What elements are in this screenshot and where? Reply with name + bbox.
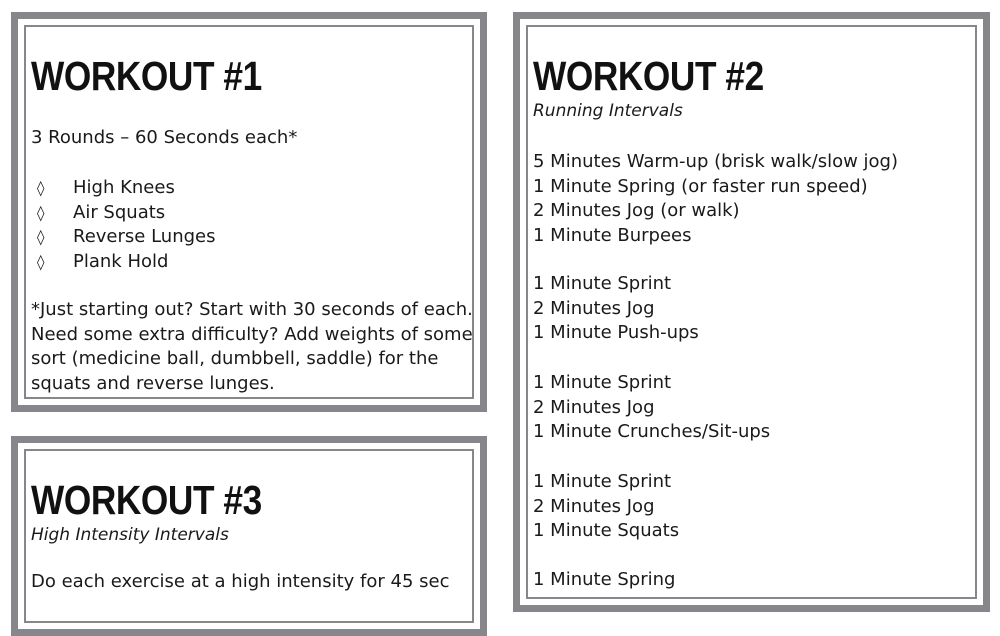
interval-item: 1 Minute Spring (or faster run speed) <box>533 175 868 197</box>
workout-1-title: WORKOUT #1 <box>31 53 262 99</box>
workout-3-card <box>11 436 487 636</box>
interval-item: 1 Minute Sprint <box>533 471 672 492</box>
exercise-item <box>31 225 215 250</box>
interval-item: 1 Minute Sprint <box>533 273 672 294</box>
interval-group <box>533 470 679 544</box>
exercise-label: Plank Hold <box>73 250 169 272</box>
interval-item: 1 Minute Spring <box>533 569 676 590</box>
exercise-label: High Knees <box>73 177 175 198</box>
workout-1-rounds: 3 Rounds – 60 Seconds each* <box>31 127 298 148</box>
workout-1-note: *Just starting out? Start with 30 seconds of each. Need some extra difficulty? Add weights of some sort (medicine ball, dumbbell, saddle) for the squats and reverse lunges. <box>31 299 473 394</box>
workout-3-subtitle: High Intensity Intervals <box>31 525 229 545</box>
interval-group <box>533 371 770 445</box>
workout-1-card <box>11 12 487 412</box>
interval-item: 1 Minute Push-ups <box>533 322 699 344</box>
interval-item: 2 Minutes Jog <box>533 396 655 418</box>
exercise-label: Air Squats <box>73 201 166 223</box>
diamond-bullet-icon: ◊ <box>37 228 45 247</box>
interval-group <box>533 568 675 593</box>
workout-2-title: WORKOUT #2 <box>533 53 764 99</box>
exercise-item <box>31 250 215 275</box>
interval-item: 5 Minutes Warm-up (brisk walk/slow jog) <box>533 151 899 172</box>
interval-group <box>533 150 898 248</box>
workout-3-intro: Do each exercise at a high intensity for 45 sec <box>31 571 450 592</box>
diamond-bullet-icon: ◊ <box>37 179 45 197</box>
workout-2-subtitle: Running Intervals <box>533 101 683 121</box>
exercise-item <box>31 201 215 226</box>
workout-3-title: WORKOUT #3 <box>31 477 262 523</box>
workout-2-card <box>513 12 990 612</box>
diamond-bullet-icon: ◊ <box>37 203 45 222</box>
interval-item: 1 Minute Burpees <box>533 224 692 246</box>
exercise-item <box>31 176 215 201</box>
exercise-label: Reverse Lunges <box>73 226 216 248</box>
interval-group <box>533 272 699 346</box>
diamond-bullet-icon: ◊ <box>37 252 45 271</box>
interval-item: 1 Minute Squats <box>533 520 680 542</box>
interval-item: 2 Minutes Jog <box>533 495 655 517</box>
interval-item: 2 Minutes Jog (or walk) <box>533 200 740 222</box>
interval-item: 1 Minute Sprint <box>533 372 672 393</box>
interval-item: 2 Minutes Jog <box>533 297 655 319</box>
interval-item: 1 Minute Crunches/Sit-ups <box>533 421 771 443</box>
workout-1-exercise-list <box>31 176 215 274</box>
